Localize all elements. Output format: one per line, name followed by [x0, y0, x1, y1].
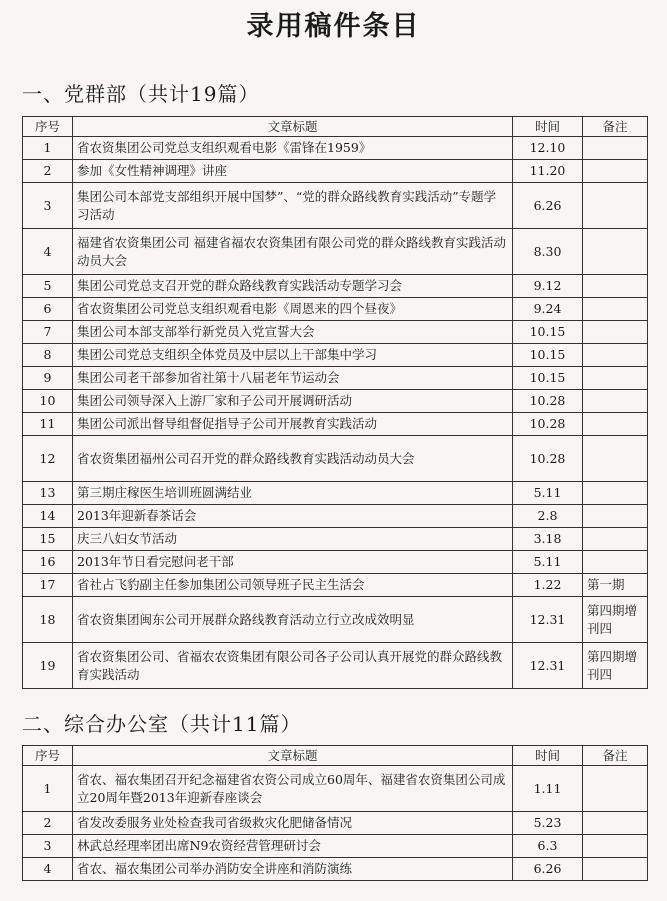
- table-row: [23, 643, 648, 689]
- cell-title: 集团公司老干部参加省社第十八届老年节运动会: [73, 367, 513, 390]
- cell-note: 第四期增刊四: [583, 597, 648, 643]
- col-header-no: 序号: [23, 117, 73, 137]
- cell-title: 福建省农资集团公司 福建省福农农资集团有限公司党的群众路线教育实践活动动员大会: [73, 229, 513, 275]
- table-row: [23, 229, 648, 275]
- cell-title: 省农、福农集团公司举办消防安全讲座和消防演练: [73, 858, 513, 881]
- cell-title: 集团公司本部支部举行新党员入党宣誓大会: [73, 321, 513, 344]
- cell-note: [583, 436, 648, 482]
- cell-no: 5: [23, 275, 73, 298]
- cell-time: 9.12: [513, 275, 583, 298]
- cell-note: 第一期: [583, 574, 648, 597]
- cell-no: 4: [23, 858, 73, 881]
- cell-note: [583, 160, 648, 183]
- table-row: [23, 858, 648, 881]
- cell-title: 省农资集团公司、省福农农资集团有限公司各子公司认真开展党的群众路线教育实践活动: [73, 643, 513, 689]
- table-row: [23, 766, 648, 812]
- col-header-note: 备注: [583, 117, 648, 137]
- cell-time: 2.8: [513, 505, 583, 528]
- table-row: [23, 160, 648, 183]
- cell-time: 10.15: [513, 344, 583, 367]
- cell-title: 省社占飞豹副主任参加集团公司领导班子民主生活会: [73, 574, 513, 597]
- table-party-articles: [22, 116, 648, 689]
- col-header-title: 文章标题: [73, 117, 513, 137]
- table-header-row: [23, 746, 648, 766]
- table-row: [23, 298, 648, 321]
- table-row: [23, 436, 648, 482]
- table-row: [23, 482, 648, 505]
- col-header-title: 文章标题: [73, 746, 513, 766]
- cell-title: 第三期庄稼医生培训班圆满结业: [73, 482, 513, 505]
- cell-no: 12: [23, 436, 73, 482]
- cell-title: 集团公司派出督导组督促指导子公司开展教育实践活动: [73, 413, 513, 436]
- cell-time: 10.28: [513, 436, 583, 482]
- cell-note: [583, 413, 648, 436]
- page-title: 录用稿件条目: [246, 11, 421, 42]
- table-row: [23, 812, 648, 835]
- col-header-note: 备注: [583, 746, 648, 766]
- cell-title: 庆三八妇女节活动: [73, 528, 513, 551]
- table-row: [23, 505, 648, 528]
- cell-no: 2: [23, 812, 73, 835]
- col-header-no: 序号: [23, 746, 73, 766]
- cell-time: 5.11: [513, 482, 583, 505]
- cell-time: 10.15: [513, 321, 583, 344]
- cell-no: 18: [23, 597, 73, 643]
- cell-time: 1.11: [513, 766, 583, 812]
- cell-title: 集团公司本部党支部组织开展中国梦”、“党的群众路线教育实践活动”专题学习活动: [73, 183, 513, 229]
- cell-time: 6.26: [513, 858, 583, 881]
- table-row: [23, 183, 648, 229]
- cell-note: [583, 367, 648, 390]
- cell-no: 6: [23, 298, 73, 321]
- table-row: [23, 413, 648, 436]
- cell-title: 2013年迎新春茶话会: [73, 505, 513, 528]
- cell-note: [583, 766, 648, 812]
- table-row: [23, 137, 648, 160]
- cell-title: 省农资集团闽东公司开展群众路线教育活动立行立改成效明显: [73, 597, 513, 643]
- cell-time: 1.22: [513, 574, 583, 597]
- cell-no: 2: [23, 160, 73, 183]
- cell-no: 7: [23, 321, 73, 344]
- cell-no: 11: [23, 413, 73, 436]
- cell-note: [583, 505, 648, 528]
- cell-time: 5.11: [513, 551, 583, 574]
- section-heading-office: 二、综合办公室（共计11篇）: [22, 712, 302, 736]
- cell-title: 集团公司党总支召开党的群众路线教育实践活动专题学习会: [73, 275, 513, 298]
- cell-no: 16: [23, 551, 73, 574]
- cell-note: [583, 835, 648, 858]
- cell-no: 17: [23, 574, 73, 597]
- table-row: [23, 551, 648, 574]
- cell-no: 14: [23, 505, 73, 528]
- cell-no: 3: [23, 835, 73, 858]
- cell-no: 8: [23, 344, 73, 367]
- cell-time: 10.15: [513, 367, 583, 390]
- table-row: [23, 321, 648, 344]
- col-header-time: 时间: [513, 746, 583, 766]
- cell-no: 3: [23, 183, 73, 229]
- cell-title: 林武总经理率团出席N9农资经营管理研讨会: [73, 835, 513, 858]
- cell-note: [583, 528, 648, 551]
- cell-no: 1: [23, 766, 73, 812]
- cell-note: [583, 275, 648, 298]
- col-header-time: 时间: [513, 117, 583, 137]
- table-row: [23, 275, 648, 298]
- cell-no: 13: [23, 482, 73, 505]
- cell-time: 9.24: [513, 298, 583, 321]
- cell-note: [583, 321, 648, 344]
- cell-note: [583, 344, 648, 367]
- table-row: [23, 528, 648, 551]
- cell-note: [583, 812, 648, 835]
- cell-time: 6.3: [513, 835, 583, 858]
- table-row: [23, 574, 648, 597]
- cell-note: [583, 858, 648, 881]
- cell-time: 3.18: [513, 528, 583, 551]
- cell-time: 12.31: [513, 597, 583, 643]
- table-row: [23, 835, 648, 858]
- cell-title: 省农资集团福州公司召开党的群众路线教育实践活动动员大会: [73, 436, 513, 482]
- table-row: [23, 367, 648, 390]
- cell-no: 4: [23, 229, 73, 275]
- cell-time: 10.28: [513, 413, 583, 436]
- cell-note: [583, 183, 648, 229]
- table-row: [23, 597, 648, 643]
- cell-title: 省农资集团公司党总支组织观看电影《周恩来的四个昼夜》: [73, 298, 513, 321]
- cell-time: 10.28: [513, 390, 583, 413]
- table-row: [23, 390, 648, 413]
- cell-title: 集团公司党总支组织全体党员及中层以上干部集中学习: [73, 344, 513, 367]
- cell-no: 9: [23, 367, 73, 390]
- cell-note: [583, 390, 648, 413]
- cell-time: 12.10: [513, 137, 583, 160]
- cell-note: 第四期增刊四: [583, 643, 648, 689]
- cell-title: 2013年节日看完慰问老干部: [73, 551, 513, 574]
- table-office-articles: [22, 745, 648, 881]
- cell-note: [583, 229, 648, 275]
- cell-note: [583, 137, 648, 160]
- section-heading-party: 一、党群部（共计19篇）: [22, 82, 260, 106]
- cell-no: 1: [23, 137, 73, 160]
- cell-title: 省发改委服务业处检查我司省级救灾化肥储备情况: [73, 812, 513, 835]
- cell-time: 12.31: [513, 643, 583, 689]
- cell-no: 15: [23, 528, 73, 551]
- cell-time: 8.30: [513, 229, 583, 275]
- cell-note: [583, 298, 648, 321]
- cell-title: 集团公司领导深入上游厂家和子公司开展调研活动: [73, 390, 513, 413]
- cell-note: [583, 551, 648, 574]
- cell-no: 19: [23, 643, 73, 689]
- cell-no: 10: [23, 390, 73, 413]
- table-row: [23, 344, 648, 367]
- cell-time: 11.20: [513, 160, 583, 183]
- cell-time: 5.23: [513, 812, 583, 835]
- cell-time: 6.26: [513, 183, 583, 229]
- table-header-row: [23, 117, 648, 137]
- cell-title: 省农、福农集团召开纪念福建省农资公司成立60周年、福建省农资集团公司成立20周年暨2013年迎新春座谈会: [73, 766, 513, 812]
- cell-title: 参加《女性精神调理》讲座: [73, 160, 513, 183]
- cell-title: 省农资集团公司党总支组织观看电影《雷锋在1959》: [73, 137, 513, 160]
- cell-note: [583, 482, 648, 505]
